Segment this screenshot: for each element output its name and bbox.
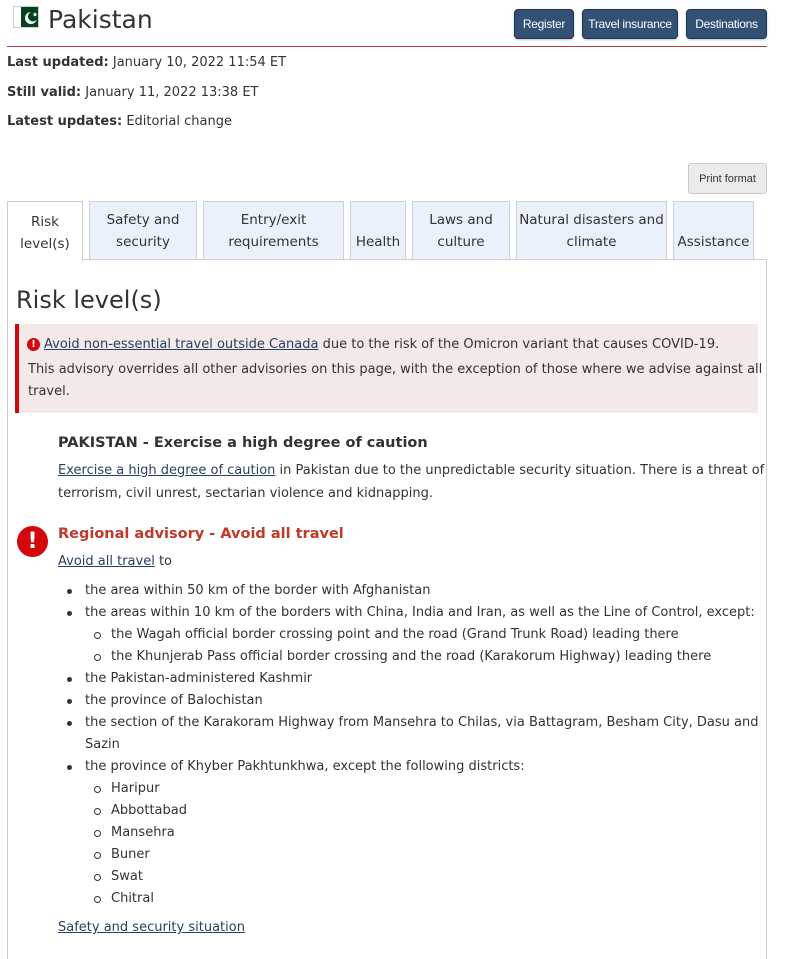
district-item: Chitral xyxy=(111,891,154,906)
list-item: the province of Balochistan xyxy=(85,693,263,708)
page-title: Pakistan xyxy=(48,5,153,34)
avoid-all-travel-line: Avoid all travel to xyxy=(58,554,172,569)
list-item: the section of the Karakoram Highway from Mansehra to Chilas, via Battagram, Besham City, Dasu and xyxy=(85,715,759,730)
exercise-caution-link[interactable]: Exercise a high degree of caution xyxy=(58,463,276,478)
circle-bullet-icon xyxy=(94,786,101,793)
circle-bullet-icon xyxy=(94,874,101,881)
bullet-icon xyxy=(67,611,72,616)
title-divider xyxy=(7,46,767,47)
covid-alert xyxy=(15,324,763,413)
alert-line-2: This advisory overrides all other advisories on this page, with the exception of those where we advise against all xyxy=(28,362,763,377)
latest-updates: Latest updates: Editorial change xyxy=(7,114,232,129)
safety-security-link-line xyxy=(58,920,245,935)
travel-insurance-button[interactable]: Travel insurance xyxy=(582,9,678,39)
sub-list-item: the Wagah official border crossing point and the road (Grand Trunk Road) leading there xyxy=(111,627,679,642)
list-item-continuation: Sazin xyxy=(85,737,120,752)
still-valid: Still valid: January 11, 2022 13:38 ET xyxy=(7,85,259,100)
district-item: Swat xyxy=(111,869,143,884)
district-item: Buner xyxy=(111,847,150,862)
circle-bullet-icon xyxy=(94,632,101,639)
circle-bullet-icon xyxy=(94,896,101,903)
regional-warning-icon: ! xyxy=(17,526,48,557)
bullet-icon xyxy=(67,721,72,726)
list-item: the areas within 10 km of the borders with China, India and Iran, as well as the Line of Control, except: xyxy=(85,605,755,620)
pakistan-flag-icon xyxy=(13,6,39,28)
circle-bullet-icon xyxy=(94,654,101,661)
print-format-button[interactable]: Print format xyxy=(688,163,767,194)
district-item: Abbottabad xyxy=(111,803,187,818)
circle-bullet-icon xyxy=(94,830,101,837)
national-advisory-heading: PAKISTAN - Exercise a high degree of caution xyxy=(58,435,428,451)
bullet-icon xyxy=(67,699,72,704)
circle-bullet-icon xyxy=(94,808,101,815)
tab-natural-disasters[interactable]: Natural disasters and climate xyxy=(516,201,667,259)
list-item: the area within 50 km of the border with Afghanistan xyxy=(85,583,431,598)
alert-line-1: Avoid non-essential travel outside Canada due to the risk of the Omicron variant that causes COVID-19. xyxy=(44,337,720,352)
safety-security-situation-link[interactable]: Safety and security situation xyxy=(58,920,245,935)
avoid-all-travel-link[interactable]: Avoid all travel xyxy=(58,554,155,569)
tab-assistance[interactable]: Assistance xyxy=(673,201,754,259)
register-button[interactable]: Register xyxy=(514,9,574,39)
tab-entry-exit[interactable]: Entry/exit requirements xyxy=(203,201,344,259)
alert-exclamation-icon: ! xyxy=(27,338,40,351)
bullet-icon xyxy=(67,677,72,682)
list-item: the province of Khyber Pakhtunkhwa, except the following districts: xyxy=(85,759,525,774)
district-item: Haripur xyxy=(111,781,160,796)
bullet-icon xyxy=(67,589,72,594)
list-item: the Pakistan-administered Kashmir xyxy=(85,671,313,686)
tab-safety-security[interactable]: Safety and security xyxy=(89,201,197,259)
panel-title: Risk level(s) xyxy=(16,286,162,314)
regional-advisory-heading: Regional advisory - Avoid all travel xyxy=(58,526,344,542)
tab-health[interactable]: Health xyxy=(350,201,406,259)
national-advisory-line-1: Exercise a high degree of caution in Pakistan due to the unpredictable security situation. There is a threat of xyxy=(58,463,765,478)
sub-list-item: the Khunjerab Pass official border crossing and the road (Karakorum Highway) leading there xyxy=(111,649,712,664)
national-advisory-line-2: terrorism, civil unrest, sectarian violence and kidnapping. xyxy=(58,486,433,501)
alert-line-3: travel. xyxy=(28,384,70,399)
circle-bullet-icon xyxy=(94,852,101,859)
destinations-button[interactable]: Destinations xyxy=(686,9,767,39)
tab-laws-culture[interactable]: Laws and culture xyxy=(412,201,510,259)
avoid-non-essential-travel-link[interactable]: Avoid non-essential travel outside Canada xyxy=(44,337,319,352)
district-item: Mansehra xyxy=(111,825,175,840)
bullet-icon xyxy=(67,765,72,770)
last-updated: Last updated: January 10, 2022 11:54 ET xyxy=(7,55,287,70)
tab-risk-levels[interactable]: Risk level(s) xyxy=(7,201,83,261)
